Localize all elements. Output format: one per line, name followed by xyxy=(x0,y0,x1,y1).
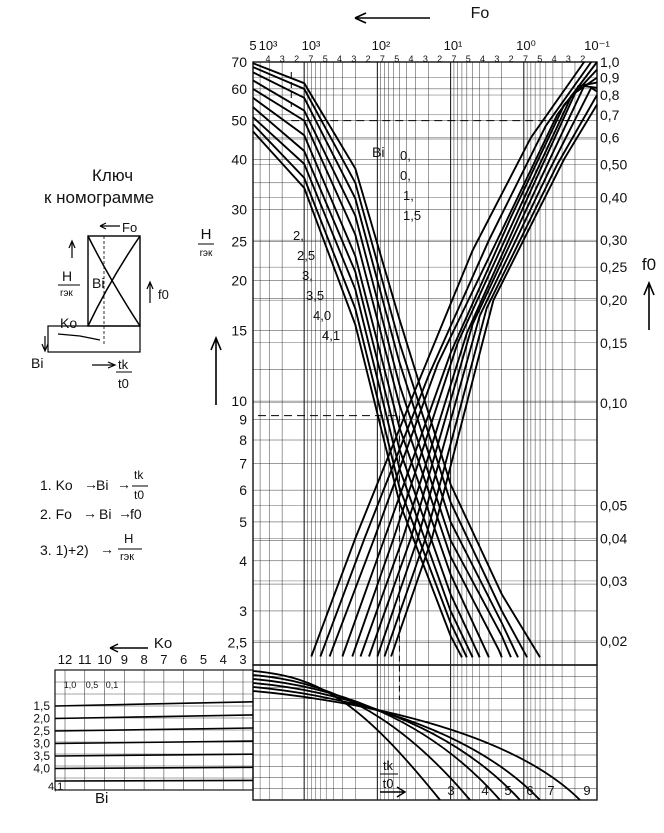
bottom-curve-label: 9 xyxy=(583,783,591,798)
bi-value-label: 0, xyxy=(400,148,411,163)
ko-bi-label: 1,0 xyxy=(63,680,77,690)
key-fo-arrow xyxy=(100,223,120,229)
fo-minor-label: 2 xyxy=(294,54,300,64)
ko-bi-label: 2,5 xyxy=(33,724,50,738)
h-tick-label: 2,5 xyxy=(227,634,247,651)
bottom-curve-label: 4 xyxy=(481,783,489,798)
f0-tick-label: 0,40 xyxy=(600,189,628,206)
h-tick-label: 25 xyxy=(231,233,247,250)
key-h-arrow xyxy=(69,241,75,258)
fo-tick-label: 10¹ xyxy=(443,38,463,53)
ko-arrow xyxy=(110,644,148,652)
key-f0-label: f0 xyxy=(158,287,169,302)
key-t0-label: t0 xyxy=(118,376,129,391)
ko-bi-label: 1,5 xyxy=(33,699,50,713)
ko-tick-label: 7 xyxy=(160,652,168,667)
f0-tick-label: 0,04 xyxy=(600,530,628,547)
bi-value-label: 1,5 xyxy=(403,208,422,223)
step1-arrow2: → xyxy=(117,476,131,492)
step3-den: rэк xyxy=(120,551,135,563)
h-tick-label: 5 xyxy=(239,513,247,530)
fo-tick-label: 10⁻¹ xyxy=(584,38,610,53)
h-tick-label: 30 xyxy=(231,201,247,218)
fo-minor-label: 2 xyxy=(365,54,371,64)
fo-minor-label: 4 xyxy=(551,54,557,64)
ko-tick-label: 6 xyxy=(180,652,188,667)
ko-tick-label: 11 xyxy=(78,652,92,667)
bottom-right-curve xyxy=(253,679,500,800)
key-h-den: rэк xyxy=(60,288,73,299)
fo-minor-label: 2 xyxy=(508,54,514,64)
tk-label: tk xyxy=(382,758,394,773)
fo-minor-label: 2 xyxy=(437,54,443,64)
fo-minor-label: 2 xyxy=(580,54,586,64)
bottom-curve-label: 3 xyxy=(447,783,455,798)
h-curve-bi-9 xyxy=(253,131,462,657)
f0-tick-label: 0,02 xyxy=(600,632,628,649)
fo-minor-label: 7 xyxy=(379,54,385,64)
h-tick-label: 40 xyxy=(231,151,247,168)
fo-minor-label: 5 xyxy=(394,54,400,64)
step2-arrow: → xyxy=(83,505,97,521)
step2-prefix: 2. Fo xyxy=(40,506,72,522)
key-bi-arrow xyxy=(42,336,48,351)
key-fo-label: Fo xyxy=(122,220,138,235)
f0-tick-label: 0,50 xyxy=(600,156,628,173)
bi-value-label: 2,5 xyxy=(297,248,316,263)
f0-tick-label: 0,30 xyxy=(600,232,628,249)
fo-minor-label: 7 xyxy=(522,54,528,64)
step2-arrow2: → xyxy=(118,505,132,521)
key-ko-label: Ko xyxy=(60,315,78,331)
bi-value-label: 3, xyxy=(302,268,313,283)
bi-value-label: 2, xyxy=(293,228,304,243)
step1-prefix: 1. Ko xyxy=(40,477,73,493)
f0-axis-arrow xyxy=(644,283,654,330)
f0-tick-label: 0,7 xyxy=(600,106,620,123)
f0-curve-bi-9 xyxy=(391,105,597,657)
h-axis-arrow xyxy=(211,338,221,405)
h-axis-den: rэк xyxy=(199,248,213,259)
key-h-num: H xyxy=(62,268,73,284)
h-tick-label: 9 xyxy=(239,411,247,428)
key-bi-bottom-label: Bi xyxy=(31,355,44,371)
bottom-curve-label: 7 xyxy=(547,783,555,798)
ko-tick-label: 3 xyxy=(239,652,247,667)
h-tick-label: 3 xyxy=(239,602,247,619)
step1-bi: Bi xyxy=(96,477,109,493)
h-tick-label: 8 xyxy=(239,432,247,449)
ko-bi-label: 4,1 xyxy=(48,781,64,793)
key-title-line2: к номограмме xyxy=(44,188,155,207)
step1-den: t0 xyxy=(134,488,145,502)
h-curve-bi-0 xyxy=(253,63,540,657)
h-curve-bi-7 xyxy=(253,117,473,657)
f0-tick-label: 0,9 xyxy=(600,69,620,86)
ko-bi-axis-label: Bi xyxy=(95,790,109,807)
fo-minor-label: 3 xyxy=(565,54,571,64)
h-tick-label: 6 xyxy=(239,482,247,499)
ko-tick-label: 12 xyxy=(57,652,73,667)
ko-tick-label: 8 xyxy=(140,652,148,667)
ko-bi-label: 0,5 xyxy=(85,680,99,690)
step2-bi: Bi xyxy=(99,506,112,522)
ko-bi-label: 0,1 xyxy=(105,680,119,690)
ko-axis-label: Ko xyxy=(153,635,173,652)
f0-tick-label: 0,10 xyxy=(600,394,628,411)
ko-tick-label: 9 xyxy=(120,652,128,667)
bi-value-label: 4,1 xyxy=(322,328,341,343)
h-tick-label: 10 xyxy=(231,393,247,410)
fo-minor-label: 3 xyxy=(279,54,285,64)
h-tick-label: 20 xyxy=(231,272,247,289)
h-tick-label: 7 xyxy=(239,455,247,472)
bi-value-label: 4,0 xyxy=(313,308,332,323)
ko-bi-label: 3,0 xyxy=(33,736,50,751)
step3-num: H xyxy=(124,531,134,546)
f0-tick-label: 0,03 xyxy=(600,572,628,589)
fo-minor-label: 5 xyxy=(537,54,543,64)
step1-num: tk xyxy=(134,468,144,482)
h-tick-label: 60 xyxy=(231,80,247,97)
fo-minor-label: 3 xyxy=(494,54,500,64)
ko-tick-label: 10 xyxy=(97,652,112,667)
step3-prefix: 3. 1)+2) xyxy=(40,542,89,558)
fo-tick-label: 10³ xyxy=(258,38,278,53)
grid-lines xyxy=(55,62,597,800)
tk-den-label: t0 xyxy=(382,776,394,791)
fo-minor-label: 4 xyxy=(408,54,414,64)
f0-tick-label: 1,0 xyxy=(600,54,620,70)
h-curve-bi-2 xyxy=(253,72,518,657)
f0-tick-label: 0,6 xyxy=(600,129,620,146)
fo-tick-label: 10² xyxy=(371,38,391,53)
ko-bi-label: 4,0 xyxy=(33,761,50,776)
h-axis-num: H xyxy=(200,226,212,243)
axis-labels xyxy=(33,5,656,807)
fo-minor-label: 7 xyxy=(451,54,457,64)
step1-arrow: → xyxy=(84,476,98,492)
fo-minor-label: 5 xyxy=(322,54,328,64)
fo-minor-label: 4 xyxy=(337,54,343,64)
fo-tick-label: 10⁰ xyxy=(516,38,536,53)
key-bi-label: Bi xyxy=(92,275,105,291)
step2-f: f0 xyxy=(130,506,142,522)
ko-bi-label: 3,5 xyxy=(33,749,50,763)
f0-tick-label: 0,25 xyxy=(600,259,628,276)
key-tk-label: tk xyxy=(118,357,129,372)
key-tk-arrow xyxy=(92,362,115,368)
fo-tick-label: 5 xyxy=(249,38,257,53)
bottom-right-curve xyxy=(253,687,540,800)
ko-tick-label: 4 xyxy=(219,652,227,667)
bi-value-label: 3,5 xyxy=(306,288,325,303)
f0-tick-label: 0,8 xyxy=(600,87,620,104)
fo-minor-label: 4 xyxy=(265,54,271,64)
fo-minor-label: 7 xyxy=(308,54,314,64)
h-tick-label: 4 xyxy=(239,552,247,569)
bi-value-label: 1, xyxy=(403,188,414,203)
key-ko-line xyxy=(58,334,100,340)
bottom-curve-label: 5 xyxy=(504,783,512,798)
bi-label: Bi xyxy=(372,144,385,160)
fo-minor-label: 3 xyxy=(351,54,357,64)
step3-arrow: → xyxy=(100,541,114,557)
fo-minor-label: 4 xyxy=(480,54,486,64)
bottom-curve-label: 6 xyxy=(526,783,534,798)
bi-value-label: 0, xyxy=(400,168,411,183)
f0-tick-label: 0,05 xyxy=(600,497,628,514)
key-title-line1: Ключ xyxy=(92,166,134,185)
f0-tick-label: 0,15 xyxy=(600,334,628,351)
key-f0-arrow xyxy=(147,282,153,303)
h-tick-label: 15 xyxy=(231,322,247,339)
ko-tick-label: 5 xyxy=(199,652,208,667)
fo-minor-label: 3 xyxy=(422,54,428,64)
h-tick-label: 70 xyxy=(231,54,247,70)
ko-curve xyxy=(55,780,253,781)
fo-minor-label: 5 xyxy=(465,54,471,64)
h-tick-label: 50 xyxy=(231,112,247,129)
ko-bi-label: 2,0 xyxy=(33,711,50,726)
f0-tick-label: 0,20 xyxy=(600,292,628,309)
fo-tick-label: 10³ xyxy=(301,38,321,53)
fo-axis-label: Fo xyxy=(470,5,490,22)
f0-axis-label: f0 xyxy=(641,255,657,274)
